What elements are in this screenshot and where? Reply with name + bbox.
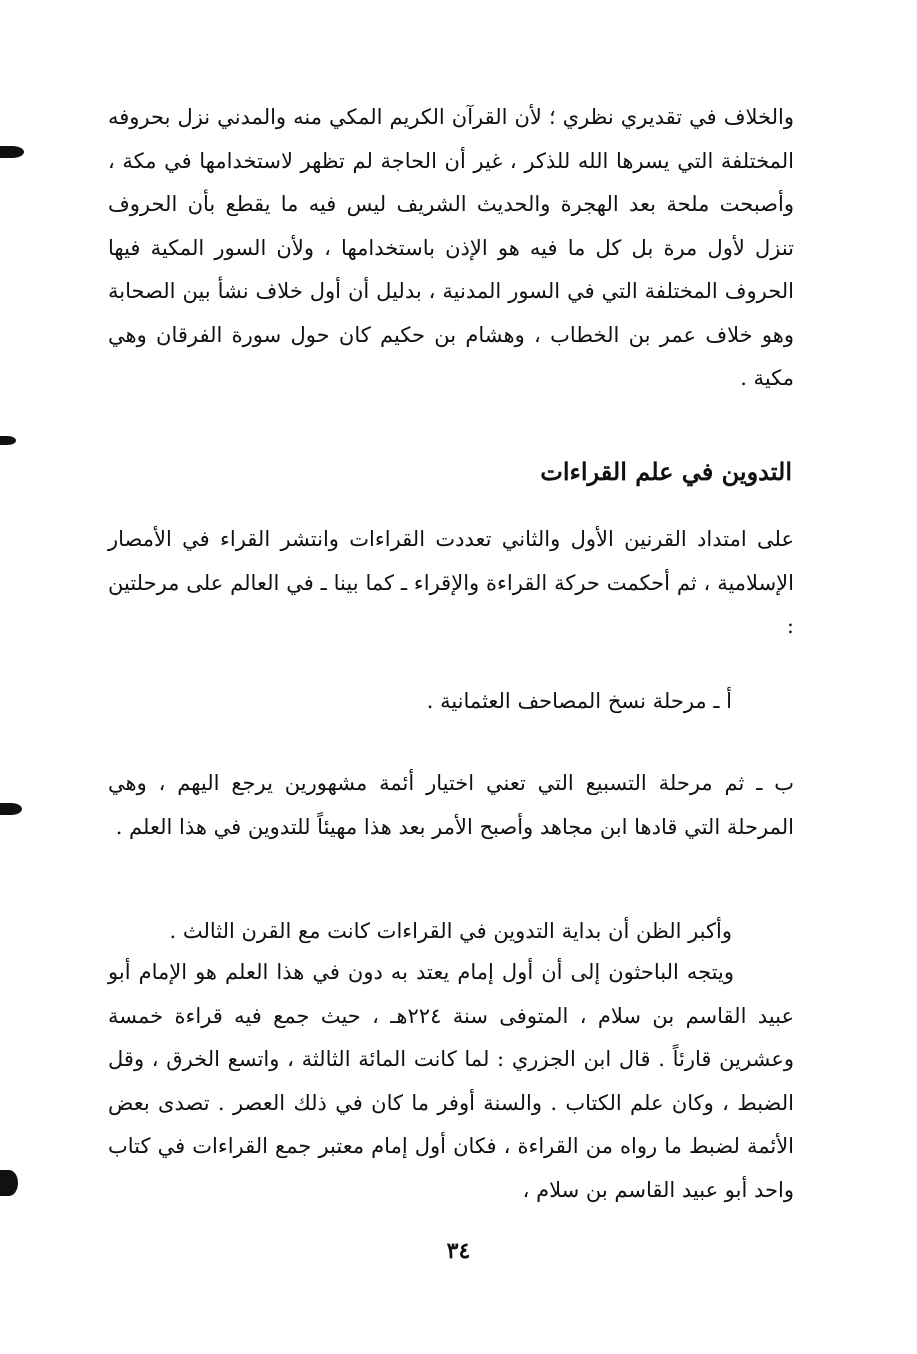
paragraph-4-text: ويتجه الباحثون إلى أن أول إمام يعتد به دون في هذا العلم هو الإمام أبو عبيد القاسم بن سلام ، المتوفى سنة ٢٢٤هـ ، حيث جمع فيه قراءة خمسة وعشرين قارئاً . قال ابن الجزري : لما كانت المائة الثالثة ، واتسع الخرق ، وقل الضبط ، وكان علم الكتاب . والسنة أوفر ما كان في ذلك العصر . تصدى بعض الأئمة لضبط ما رواه من القراءة ، فكان أول إمام معتبر جمع القراءات في كتاب واحد أبو عبيد القاسم بن سلام ،: [108, 960, 794, 1202]
paragraph-2-text: على امتداد القرنين الأول والثاني تعددت القراءات وانتشر القراء في الأمصار الإسلامية ، ثم أحكمت حركة القراءة والإقراء ـ كما بينا ـ في العالم على مرحلتين :: [108, 527, 794, 638]
scan-edge-mark: [0, 146, 24, 158]
scan-edge-mark: [0, 1170, 18, 1196]
scan-edge-mark: [0, 436, 16, 445]
paragraph-3: وأكبر الظن أن بداية التدوين في القراءات كانت مع القرن الثالث .: [169, 919, 732, 943]
paragraph-1-text: والخلاف في تقديري نظري ؛ لأن القرآن الكريم المكي منه والمدني نزل بحروفه المختلفة التي يسرها الله للذكر ، غير أن الحاجة لم تظهر لاستخدامها في مكة ، وأصبحت ملحة بعد الهجرة والحديث الشريف ليس فيه ما يقطع بأن الحروف تنزل لأول مرة بل كل ما فيه هو الإذن باستخدامها ، ولأن السور المكية فيها الحروف المختلفة التي في السور المدنية ، بدليل أن أول خلاف نشأ بين الصحابة وهو خلاف عمر بن الخطاب ، وهشام بن حكيم كان حول سورة الفرقان وهي مكية .: [108, 105, 794, 390]
list-item-a: أ ـ مرحلة نسخ المصاحف العثمانية .: [426, 689, 732, 713]
paragraph-4: [108, 951, 794, 1212]
section-heading: التدوين في علم القراءات: [540, 457, 792, 486]
scan-edge-mark: [0, 803, 22, 815]
paragraph-1: [108, 96, 794, 401]
paragraph-2: [108, 518, 794, 649]
list-item-b: [108, 762, 794, 849]
page-number: ٣٤: [446, 1238, 471, 1264]
list-item-b-text: ب ـ ثم مرحلة التسبيع التي تعني اختيار أئمة مشهورين يرجع اليهم ، وهي المرحلة التي قادها ابن مجاهد وأصبح الأمر بعد هذا مهيئاً للتدوين في هذا العلم .: [108, 771, 794, 839]
